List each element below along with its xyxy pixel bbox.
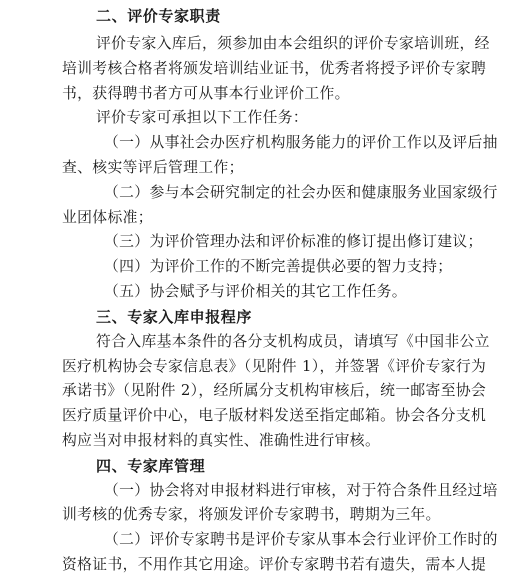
paragraph-line: 训考核的优秀专家，将颁发评价专家聘书，聘期为三年。 bbox=[62, 506, 441, 523]
paragraph-line: 承诺书》（见附件 2），经所属分支机构审核后，统一邮寄至协会 bbox=[62, 382, 487, 399]
paragraph-line: 资格证书，不用作其它用途。评价专家聘书若有遗失，需本人提 bbox=[62, 556, 487, 573]
section-heading-application: 三、专家入库申报程序 bbox=[96, 308, 253, 326]
paragraph-line: 书，获得聘书者方可从事本行业评价工作。 bbox=[62, 85, 350, 102]
paragraph-line: 评价专家可承担以下工作任务： bbox=[96, 109, 309, 126]
list-item-line: （三）为评价管理办法和评价标准的修订提出修订建议； bbox=[104, 233, 483, 250]
paragraph-line: （一）协会将对申报材料进行审核，对于符合条件且经过培 bbox=[104, 482, 498, 499]
paragraph-line: 符合入库基本条件的各分支机构成员，请填写《中国非公立 bbox=[96, 333, 490, 350]
list-item-line: （一）从事社会办医疗机构服务能力的评价工作以及评后抽 bbox=[104, 134, 498, 151]
paragraph-line: （二）评价专家聘书是评价专家从事本会行业评价工作时的 bbox=[104, 531, 498, 548]
paragraph-line: 构应当对申报材料的真实性、准确性进行审核。 bbox=[62, 432, 381, 449]
paragraph-line: 培训考核合格者将颁发培训结业证书，优秀者将授予评价专家聘 bbox=[62, 60, 487, 77]
list-item-line: （五）协会赋予与评价相关的其它工作任务。 bbox=[104, 283, 407, 300]
list-item-line: 查、核实等评后管理工作； bbox=[62, 159, 244, 176]
list-item-line: 业团体标准； bbox=[62, 209, 153, 226]
paragraph-line: 医疗质量评价中心，电子版材料发送至指定邮箱。协会各分支机 bbox=[62, 407, 487, 424]
list-item-line: （四）为评价工作的不断完善提供必要的智力支持； bbox=[104, 258, 453, 275]
paragraph-line: 评价专家入库后，须参加由本会组织的评价专家培训班，经 bbox=[96, 35, 490, 52]
section-heading-management: 四、专家库管理 bbox=[96, 457, 206, 475]
list-item-line: （二）参与本会研究制定的社会办医和健康服务业国家级行 bbox=[104, 184, 498, 201]
section-heading-duties: 二、评价专家职责 bbox=[96, 7, 221, 25]
paragraph-line: 医疗机构协会专家信息表》（见附件 1），并签署《评价专家行为 bbox=[62, 358, 487, 375]
